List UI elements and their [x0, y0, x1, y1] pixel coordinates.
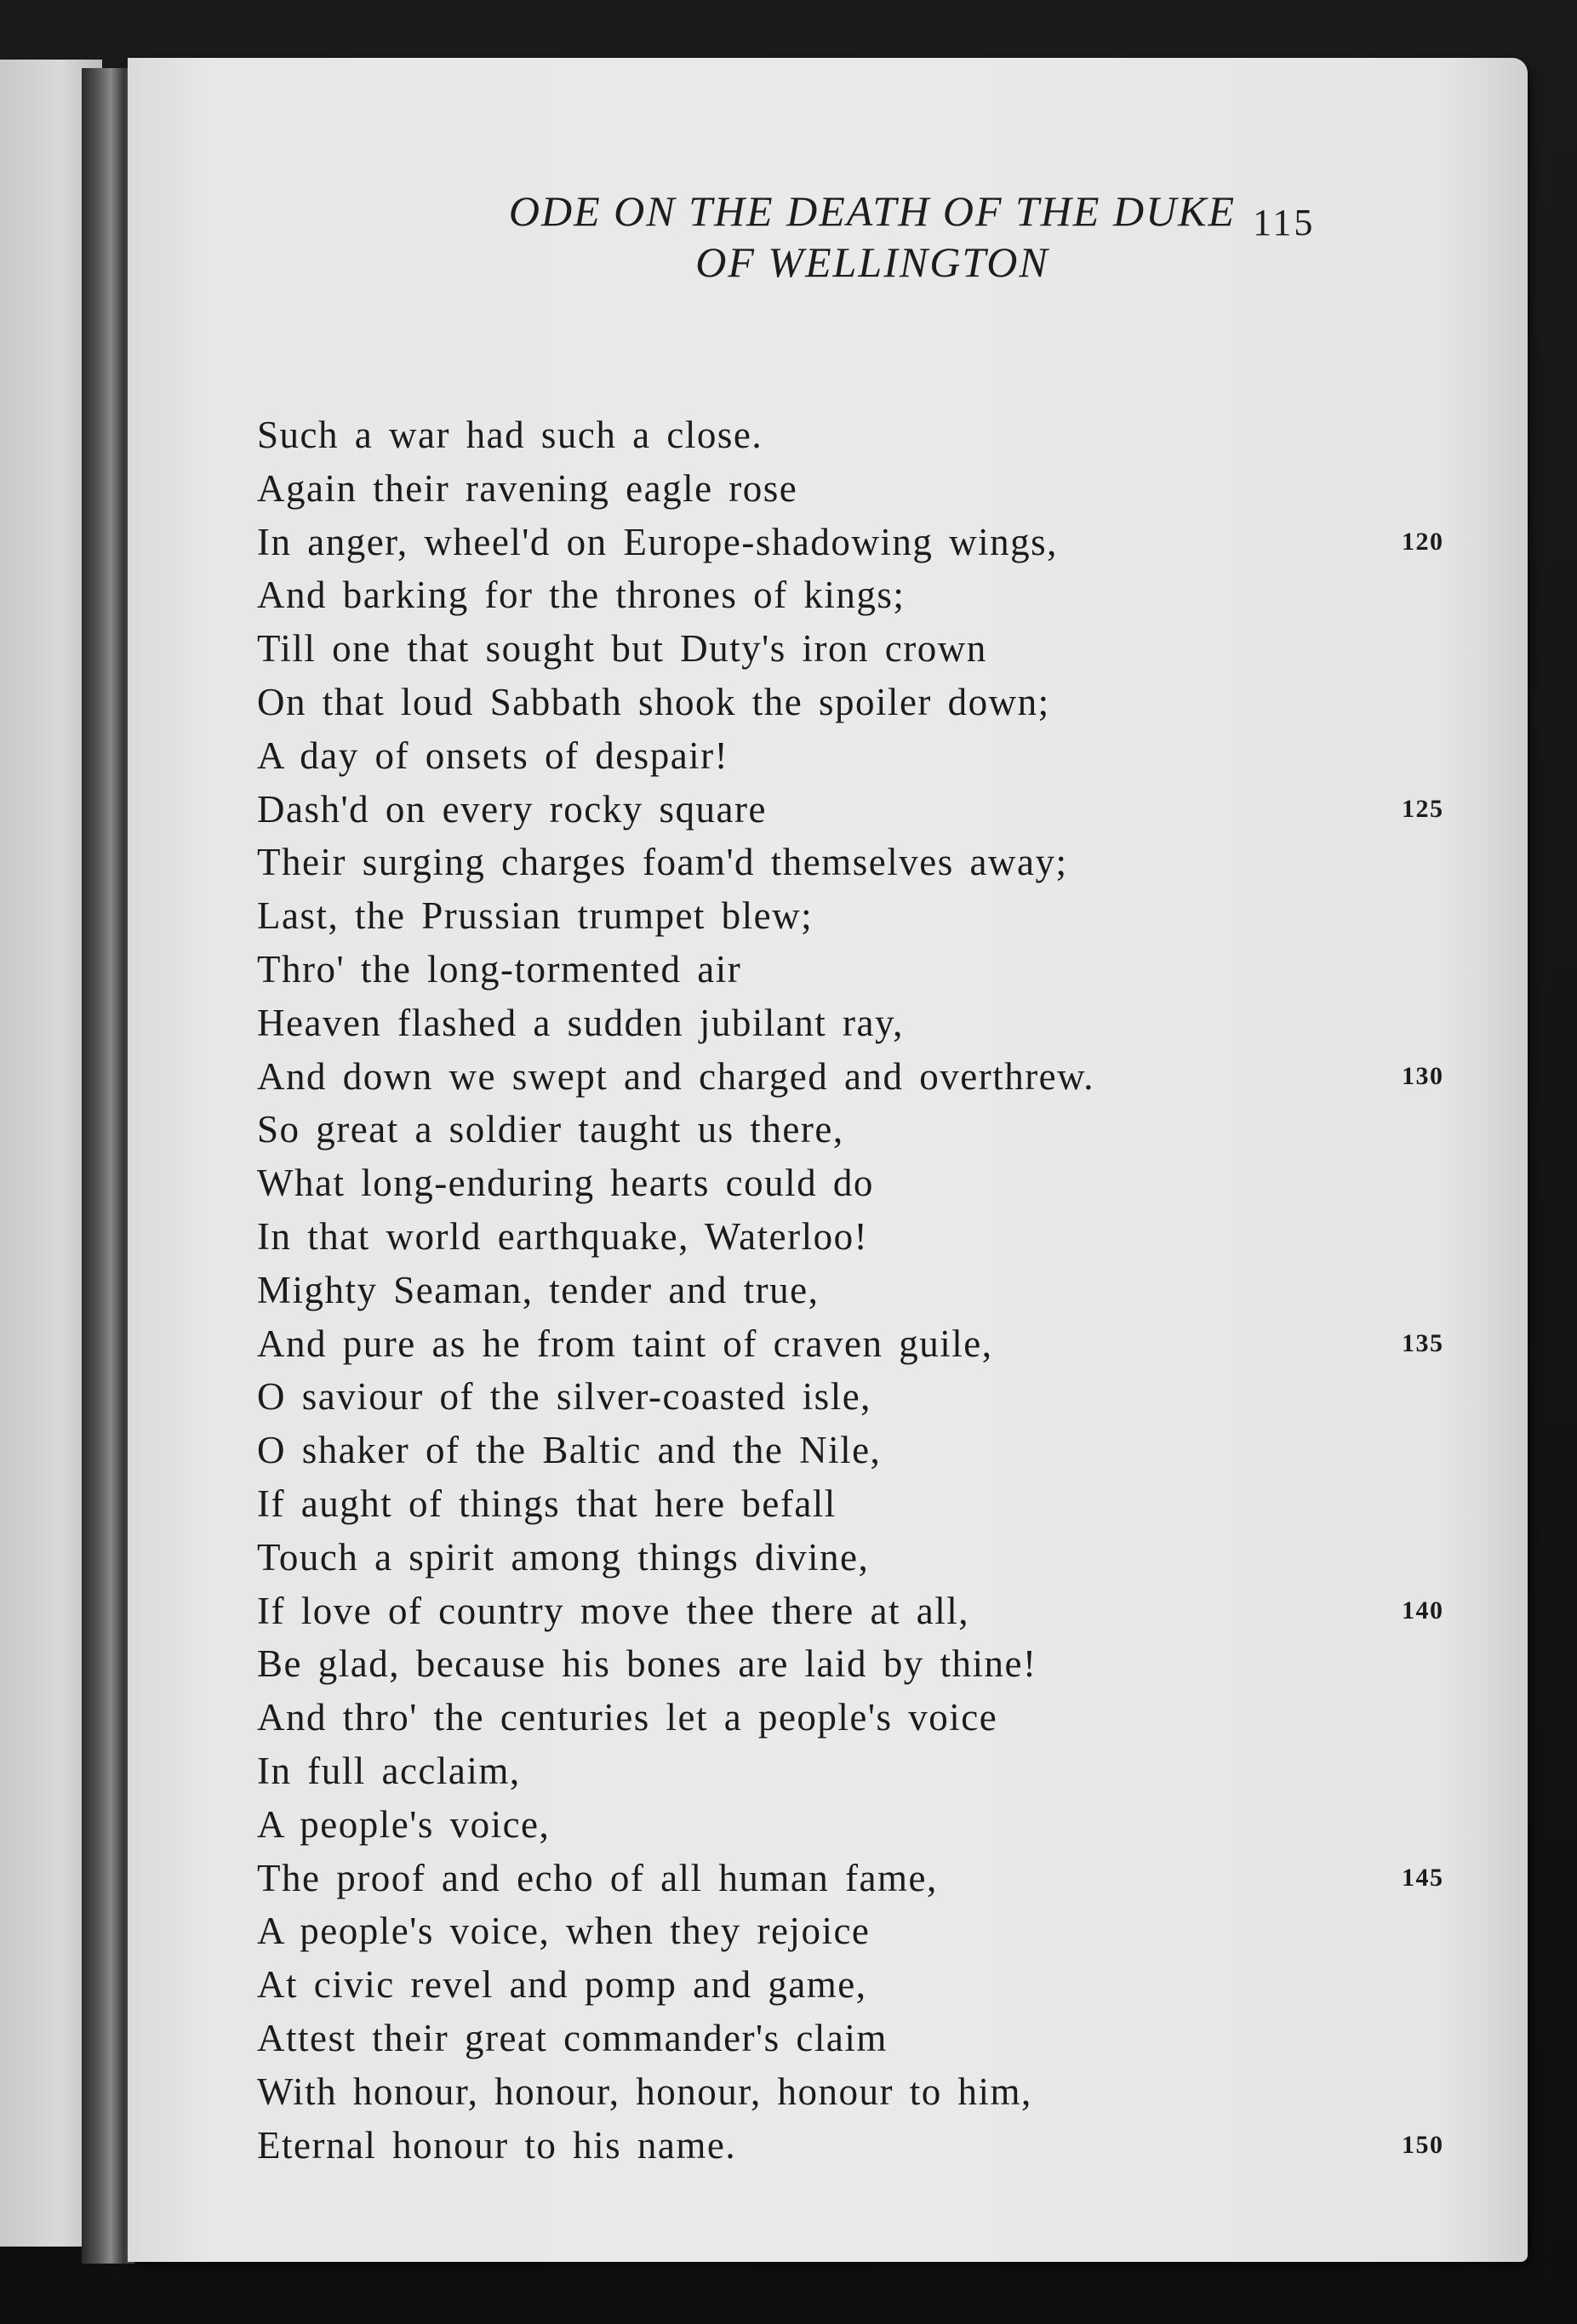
poem-line-text: Last, the Prussian trumpet blew;	[257, 894, 814, 938]
poem-line-text: Heaven flashed a sudden jubilant ray,	[257, 1001, 904, 1044]
poem-line	[257, 729, 1389, 783]
line-number: 135	[1402, 1328, 1444, 1357]
poem-line-text: Touch a spirit among things divine,	[257, 1535, 870, 1579]
poem-line-text: If love of country move thee there at all,	[257, 1589, 969, 1632]
poem-line	[257, 1958, 1389, 2012]
poem-line	[257, 783, 1444, 837]
poem-line-text: Such a war had such a close.	[257, 414, 763, 456]
poem-line	[257, 1050, 1444, 1104]
poem-line-text: With honour, honour, honour, honour to him,	[257, 2070, 1032, 2113]
poem-line	[257, 1585, 1444, 1638]
poem-line-text: Attest their great commander's claim	[257, 2016, 888, 2059]
poem-line-text: O shaker of the Baltic and the Nile,	[257, 1429, 882, 1472]
poem-line	[257, 1691, 1389, 1744]
poem-line	[257, 2065, 1389, 2119]
poem-line-text: And pure as he from taint of craven guile,	[257, 1322, 993, 1365]
line-number: 120	[1402, 527, 1444, 556]
poem-line	[257, 622, 1389, 676]
poem-line	[257, 1210, 1389, 1264]
poem-line-text: And down we swept and charged and overthrew.	[257, 1054, 1094, 1098]
poem-line-text: So great a soldier taught us there,	[257, 1108, 844, 1151]
poem-line-text: A day of onsets of despair!	[257, 734, 729, 777]
poem-line	[257, 1744, 1389, 1798]
book-page	[128, 58, 1528, 2262]
poem-line-text: Till one that sought but Duty's iron crown	[257, 627, 987, 671]
poem-line-text: Again their ravening eagle rose	[257, 466, 798, 510]
poem-line	[257, 836, 1389, 889]
poem-line-text: In anger, wheel'd on Europe-shadowing wings,	[257, 520, 1058, 563]
poem-line-text: O saviour of the silver-coasted isle,	[257, 1375, 871, 1419]
line-number: 140	[1402, 1596, 1444, 1625]
poem-text	[257, 408, 1444, 2172]
poem-line	[257, 1477, 1389, 1531]
poem-line-text: What long-enduring hearts could do	[257, 1162, 874, 1205]
poem-line-text: A people's voice, when they rejoice	[257, 1910, 871, 1953]
poem-line	[257, 1103, 1389, 1156]
book-spine-gutter	[82, 68, 134, 2264]
poem-line	[257, 996, 1389, 1050]
poem-line	[257, 676, 1389, 729]
poem-line	[257, 1852, 1444, 1905]
poem-line-text: In that world earthquake, Waterloo!	[257, 1214, 869, 1258]
poem-line-text: In full acclaim,	[257, 1749, 521, 1792]
line-number: 125	[1402, 794, 1444, 823]
poem-line	[257, 1317, 1444, 1371]
poem-line	[257, 1424, 1389, 1477]
poem-line	[257, 1531, 1389, 1585]
running-head-line-2: OF WELLINGTON	[695, 238, 1049, 286]
page-number: 115	[1253, 202, 1316, 243]
poem-line	[257, 2119, 1444, 2173]
poem-line-text: And thro' the centuries let a people's voice	[257, 1696, 998, 1739]
poem-line	[257, 1156, 1389, 1210]
poem-line-text: On that loud Sabbath shook the spoiler down;	[257, 680, 1050, 723]
poem-line-text: Dash'd on every rocky square	[257, 787, 767, 831]
running-head-line-1: ODE ON THE DEATH OF THE DUKE	[508, 187, 1237, 235]
poem-line	[257, 1370, 1389, 1424]
poem-line	[257, 1637, 1389, 1691]
poem-line	[257, 568, 1389, 622]
poem-line-text: At civic revel and pomp and game,	[257, 1963, 867, 2007]
poem-line-text: And barking for the thrones of kings;	[257, 574, 906, 617]
poem-line-text: Their surging charges foam'd themselves away;	[257, 841, 1068, 884]
poem-line	[257, 516, 1444, 569]
poem-line	[257, 889, 1389, 943]
poem-line	[257, 943, 1389, 996]
poem-line	[257, 1904, 1389, 1958]
poem-line-text: The proof and echo of all human fame,	[257, 1856, 938, 1899]
poem-line-text: Thro' the long-tormented air	[257, 947, 742, 991]
poem-line-text: If aught of things that here befall	[257, 1482, 837, 1525]
poem-line	[257, 1264, 1389, 1317]
poem-line	[257, 1798, 1389, 1852]
poem-line-text: A people's voice,	[257, 1802, 551, 1846]
poem-line	[257, 462, 1389, 516]
line-number: 150	[1402, 2130, 1444, 2159]
poem-line-text: Eternal honour to his name.	[257, 2123, 737, 2167]
running-head	[340, 186, 1404, 288]
poem-line	[257, 408, 1389, 462]
poem-line	[257, 2012, 1389, 2065]
line-number: 130	[1402, 1061, 1444, 1090]
line-number: 145	[1402, 1863, 1444, 1892]
poem-line-text: Be glad, because his bones are laid by thine!	[257, 1642, 1037, 1686]
poem-line-text: Mighty Seaman, tender and true,	[257, 1268, 820, 1311]
